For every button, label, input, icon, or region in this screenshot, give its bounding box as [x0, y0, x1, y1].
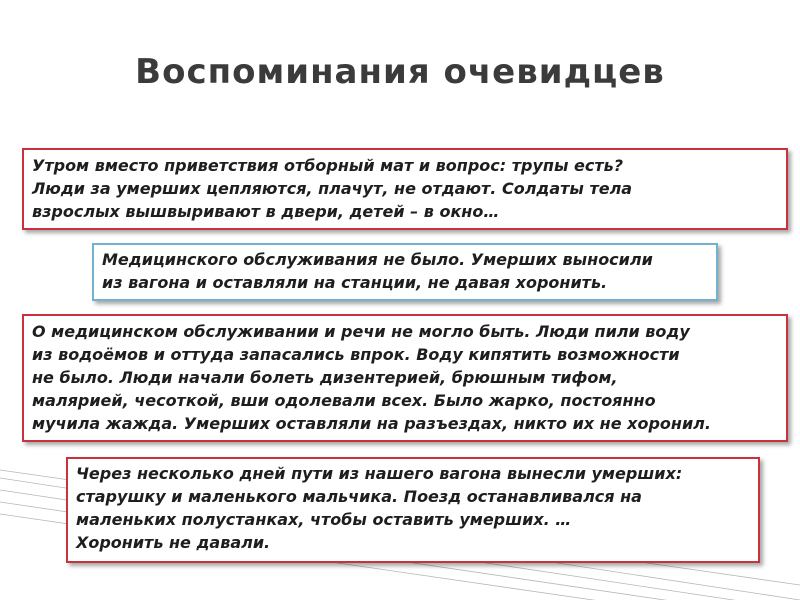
quote-box-disease	[22, 314, 788, 442]
quote-line: Через несколько дней пути из нашего вагона вынесли умерших:	[76, 464, 683, 483]
quote-line: Утром вместо приветствия отборный мат и вопрос: трупы есть?	[32, 156, 623, 175]
quote-line: Хоронить не давали.	[76, 533, 271, 552]
quote-box-medical	[92, 243, 718, 301]
quote-line: не было. Люди начали болеть дизентерией, брюшным тифом,	[32, 368, 618, 387]
quote-line: маленьких полустанках, чтобы оставить умерших. …	[76, 510, 572, 529]
quote-line: старушку и маленького мальчика. Поезд останавливался на	[76, 487, 642, 506]
slide-title: Воспоминания очевидцев	[135, 52, 665, 92]
quote-line: Люди за умерших цепляются, плачут, не отдают. Солдаты тела	[32, 179, 633, 198]
quote-line: мучила жажда. Умерших оставляли на разъездах, никто их не хоронил.	[32, 414, 711, 433]
quote-line: взрослых вышвыривают в двери, детей – в окно…	[32, 202, 500, 221]
quote-line: О медицинском обслуживании и речи не могло быть. Люди пили воду	[32, 322, 690, 341]
quote-box-morning	[22, 148, 788, 230]
quote-line: малярией, чесоткой, вши одолевали всех. Было жарко, постоянно	[32, 391, 656, 410]
quote-box-journey	[66, 457, 760, 563]
quote-line: из водоёмов и оттуда запасались впрок. Воду кипятить возможности	[32, 345, 680, 364]
quote-line: из вагона и оставляли на станции, не давая хоронить.	[102, 273, 608, 292]
quote-line: Медицинского обслуживания не было. Умерших выносили	[102, 250, 653, 269]
